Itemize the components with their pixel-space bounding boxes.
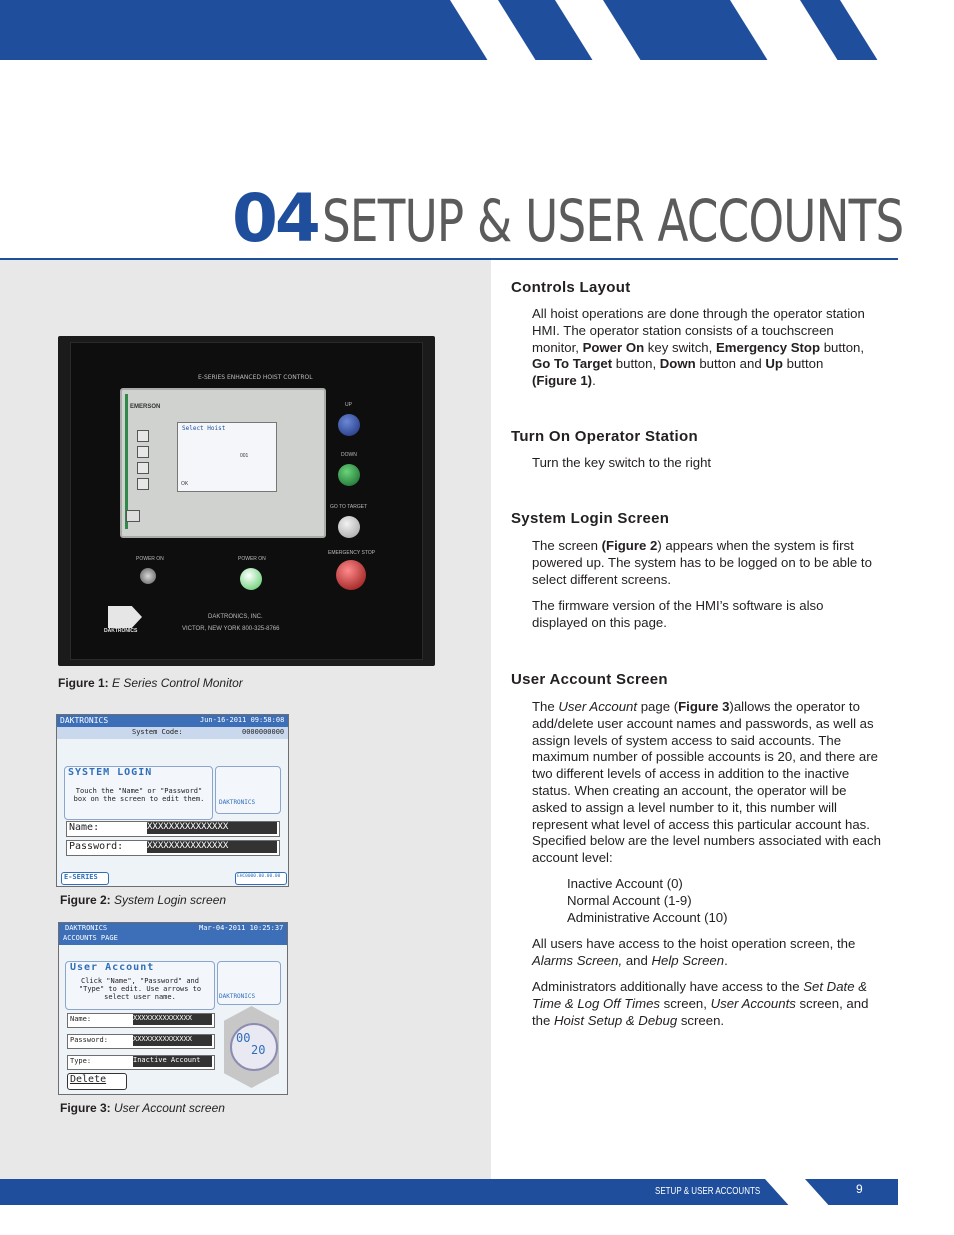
page-number: 9 (856, 1182, 863, 1196)
password-label: Password: (69, 841, 124, 852)
header-stripe (840, 0, 954, 60)
version-label: EHC0000.00.00.00 (237, 874, 281, 879)
footer-stripe (765, 1179, 828, 1205)
figure-3-caption (60, 1101, 225, 1115)
account-name-label: Name: (70, 1015, 92, 1023)
power-on-key-label: POWER ON (136, 556, 164, 562)
footer-section-title: SETUP & USER ACCOUNTS (655, 1186, 761, 1197)
figure-3-user-account-screen (58, 922, 288, 1095)
footer-band (0, 1179, 898, 1205)
emergency-stop-button[interactable] (336, 560, 366, 590)
power-key-switch[interactable] (140, 568, 156, 584)
hmi-brand: EMERSON (130, 404, 161, 410)
login-logo: DAKTRONICS (219, 799, 256, 806)
account-level-item: Inactive Account (0) (567, 876, 683, 891)
delete-label: Delete (70, 1074, 107, 1085)
account-page-label: ACCOUNTS PAGE (63, 934, 118, 942)
company-line-2: VICTOR, NEW YORK 800-325-8766 (182, 626, 280, 632)
hmi-key[interactable] (137, 430, 149, 442)
panel-top-label: E-SERIES ENHANCED HOIST CONTROL (198, 374, 313, 381)
power-on-light (240, 568, 262, 590)
login-logo-box (215, 766, 281, 814)
name-value[interactable]: XXXXXXXXXXXXXXX (147, 822, 277, 834)
hmi-accent (125, 394, 128, 529)
figure-2-system-login-screen (56, 714, 289, 887)
user-account-heading: User Account Screen (511, 671, 668, 688)
header-band (0, 0, 954, 60)
figure-1-control-monitor (58, 336, 435, 666)
turn-on-text: Turn the key switch to the right (532, 455, 712, 470)
figure-1-label: Figure 1: (58, 676, 109, 690)
account-brand: DAKTRONICS (65, 924, 108, 932)
hmi-key[interactable] (137, 446, 149, 458)
figure-1-caption (58, 676, 243, 690)
login-brand: DAKTRONICS (60, 716, 109, 725)
up-label: UP (345, 402, 352, 408)
chapter-number: 04 (232, 180, 318, 257)
login-date: Jun-16-2011 09:58:08 (200, 716, 285, 724)
system-login-text-1: The screen (Figure 2) appears when the system is first powered up. The system has to be logged on to be able to select different screens. (532, 538, 872, 587)
hmi-screen-value: 001 (240, 453, 249, 459)
password-value[interactable]: XXXXXXXXXXXXXXX (147, 841, 277, 853)
login-title: SYSTEM LOGIN (68, 767, 153, 778)
account-level-item: Normal Account (1-9) (567, 892, 692, 908)
account-date: Mar-04-2011 10:25:37 (199, 924, 284, 932)
company-line-1: DAKTRONICS, INC. (208, 614, 263, 620)
up-button[interactable] (338, 414, 360, 436)
account-password-value[interactable]: XXXXXXXXXXXXXX (133, 1035, 212, 1046)
chapter-title: SETUP & USER ACCOUNTS (321, 187, 904, 255)
account-password-label: Password: (70, 1036, 108, 1044)
system-code-label: System Code: (132, 728, 183, 736)
go-to-target-button[interactable] (338, 516, 360, 538)
emergency-stop-label: EMERGENCY STOP (328, 550, 376, 556)
hmi-touchscreen (120, 388, 326, 538)
header-stripe (450, 0, 535, 60)
account-counter-max: 20 (251, 1043, 266, 1057)
system-login-text-2: The firmware version of the HMI’s software is also displayed on this page. (532, 598, 824, 630)
user-account-text-2: All users have access to the hoist operation screen, the Alarms Screen, and Help Screen. (532, 936, 856, 968)
account-type-value[interactable]: Inactive Account (133, 1056, 212, 1067)
figure-3-caption-text: User Account screen (114, 1101, 225, 1115)
account-name-value[interactable]: XXXXXXXXXXXXXX (133, 1014, 212, 1025)
header-stripe (730, 0, 837, 60)
figure-3-label: Figure 3: (60, 1101, 111, 1115)
series-label: E-SERIES (64, 873, 98, 881)
header-stripe (555, 0, 640, 60)
hmi-ok-button[interactable]: OK (181, 481, 189, 487)
hmi-key[interactable] (137, 462, 149, 474)
hmi-display[interactable] (177, 422, 277, 492)
figure-2-caption-text: System Login screen (114, 893, 227, 907)
chapter-heading (232, 180, 954, 257)
hmi-screen-title: Select Hoist (182, 425, 226, 432)
go-to-target-label: GO TO TARGET (330, 504, 368, 510)
controls-layout-text: All hoist operations are done through the operator station HMI. The operator station consists of a touchscreen monitor, Power On key switch, Emergency Stop button, Go To Target button, Down button and Up button (Figure 1). (532, 306, 865, 389)
figure-2-label: Figure 2: (60, 893, 111, 907)
account-levels-list (567, 876, 867, 926)
down-label: DOWN (341, 452, 357, 458)
controls-layout-heading: Controls Layout (511, 279, 631, 296)
account-counter-current: 00 (236, 1031, 251, 1045)
turn-on-heading: Turn On Operator Station (511, 428, 698, 445)
account-logo: DAKTRONICS (219, 993, 256, 1000)
login-instruction: Touch the "Name" or "Password" box on the screen to edit them. (73, 787, 205, 803)
account-instruction: Click "Name", "Password" and "Type" to edit. Use arrows to select user name. (78, 977, 202, 1001)
figure-1-caption-text: E Series Control Monitor (112, 676, 243, 690)
daktronics-logo-text: DAKTRONICS (104, 628, 138, 634)
user-account-text-1: The User Account page (Figure 3)allows the operator to add/delete user account names and passwords, as well as assign levels of system access to said accounts. The maximum number of possible accounts is 20, and there are two different levels of access in addition to the inactive status. When creating an account, the operator will be asked to assign a level number to it, this number will represent what level of access this particular account has. Specified below are the level numbers associated with each account level: (532, 699, 881, 866)
hmi-key[interactable] (137, 478, 149, 490)
system-code-value: 0000000000 (242, 728, 285, 736)
account-title: User Account (70, 962, 155, 973)
name-label: Name: (69, 822, 100, 833)
account-type-label: Type: (70, 1057, 92, 1065)
account-level-item: Administrative Account (10) (567, 909, 728, 925)
hmi-home-key[interactable] (126, 510, 140, 522)
down-button[interactable] (338, 464, 360, 486)
figure-2-caption (60, 893, 226, 907)
power-on-light-label: POWER ON (238, 556, 266, 562)
system-login-heading: System Login Screen (511, 510, 670, 527)
user-account-text-3: Administrators additionally have access to the Set Date & Time & Log Off Times screen, User Accounts screen, and the Hoist Setup & Debug screen. (532, 979, 869, 1028)
